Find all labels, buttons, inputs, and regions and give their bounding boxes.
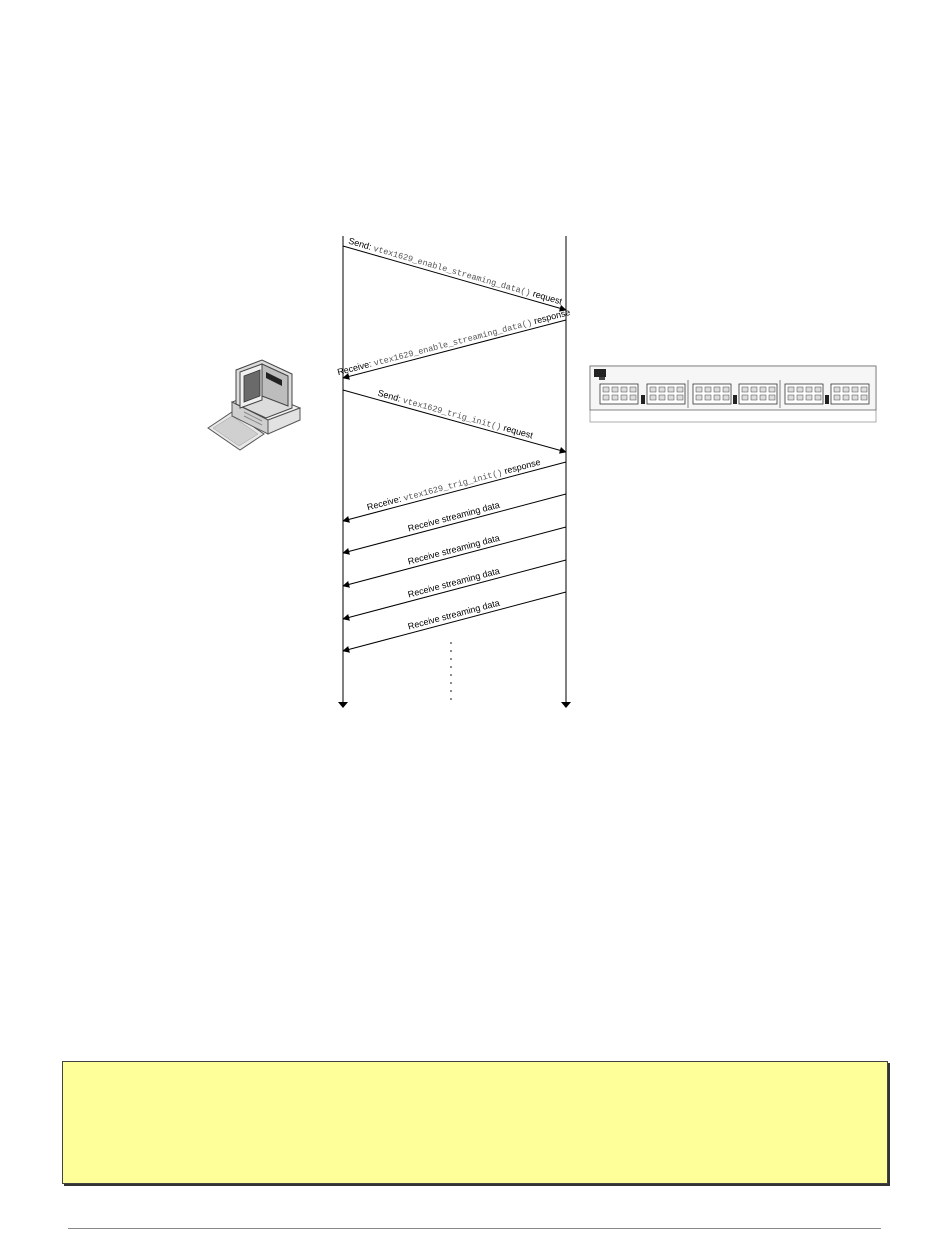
port-icon xyxy=(834,387,840,392)
message-label-2: Receive: vtex1629_enable_streaming_data() response xyxy=(336,307,572,378)
port-icon xyxy=(751,395,757,400)
port-icon xyxy=(769,387,775,392)
port-icon xyxy=(696,387,702,392)
port-icon xyxy=(742,395,748,400)
port-icon xyxy=(806,395,812,400)
port-icon xyxy=(621,387,627,392)
port-icon xyxy=(861,387,867,392)
message-arrow-1 xyxy=(343,246,566,310)
port-icon xyxy=(650,395,656,400)
message-arrow-8 xyxy=(343,592,566,651)
port-icon xyxy=(806,387,812,392)
port-icon xyxy=(797,395,803,400)
port-icon xyxy=(843,395,849,400)
port-icon xyxy=(714,387,720,392)
port-icon xyxy=(797,387,803,392)
port-icon xyxy=(630,387,636,392)
desktop-computer-icon xyxy=(208,360,300,450)
port-icon xyxy=(659,387,665,392)
port-icon xyxy=(705,387,711,392)
connector-icon xyxy=(825,395,829,404)
port-icon xyxy=(696,395,702,400)
connector-icon xyxy=(641,395,645,404)
port-icon xyxy=(714,395,720,400)
port-icon xyxy=(668,387,674,392)
port-icon xyxy=(834,395,840,400)
message-label-4: Receive: vtex1629_trig_init() response xyxy=(365,456,542,513)
footer-divider xyxy=(68,1228,881,1229)
message-arrow-3 xyxy=(343,387,566,452)
port-icon xyxy=(751,387,757,392)
host-lifeline-arrowhead xyxy=(338,702,348,708)
port-icon xyxy=(659,395,665,400)
port-icon xyxy=(612,387,618,392)
port-icon xyxy=(815,395,821,400)
port-icon xyxy=(668,395,674,400)
port-icon xyxy=(630,395,636,400)
message-label-8: Receive streaming data xyxy=(406,597,501,632)
port-icon xyxy=(677,387,683,392)
device-lifeline-arrowhead xyxy=(561,702,571,708)
port-icon xyxy=(760,395,766,400)
port-icon xyxy=(705,395,711,400)
port-icon xyxy=(723,395,729,400)
port-icon xyxy=(621,395,627,400)
port-icon xyxy=(788,395,794,400)
message-label-1: Send: vtex1629_enable_streaming_data() request xyxy=(347,235,564,307)
message-label-7: Receive streaming data xyxy=(406,565,501,600)
port-icon xyxy=(742,387,748,392)
port-icon xyxy=(852,395,858,400)
message-label-6: Receive streaming data xyxy=(406,532,501,567)
rack-instrument-icon xyxy=(590,366,876,422)
port-icon xyxy=(760,387,766,392)
port-icon xyxy=(612,395,618,400)
port-icon xyxy=(603,387,609,392)
message-label-3: Send: vtex1629_trig_init() request xyxy=(376,387,535,441)
port-icon xyxy=(788,387,794,392)
port-icon xyxy=(843,387,849,392)
note-box xyxy=(62,1061,888,1184)
port-icon xyxy=(723,387,729,392)
port-icon xyxy=(650,387,656,392)
connector-icon xyxy=(733,395,737,404)
message-arrow-2 xyxy=(343,320,566,378)
port-icon xyxy=(677,395,683,400)
port-icon xyxy=(861,395,867,400)
port-icon xyxy=(815,387,821,392)
port-icon xyxy=(769,395,775,400)
continuation-dots xyxy=(450,642,452,700)
port-icon xyxy=(852,387,858,392)
port-icon xyxy=(603,395,609,400)
message-label-5: Receive streaming data xyxy=(406,499,501,534)
